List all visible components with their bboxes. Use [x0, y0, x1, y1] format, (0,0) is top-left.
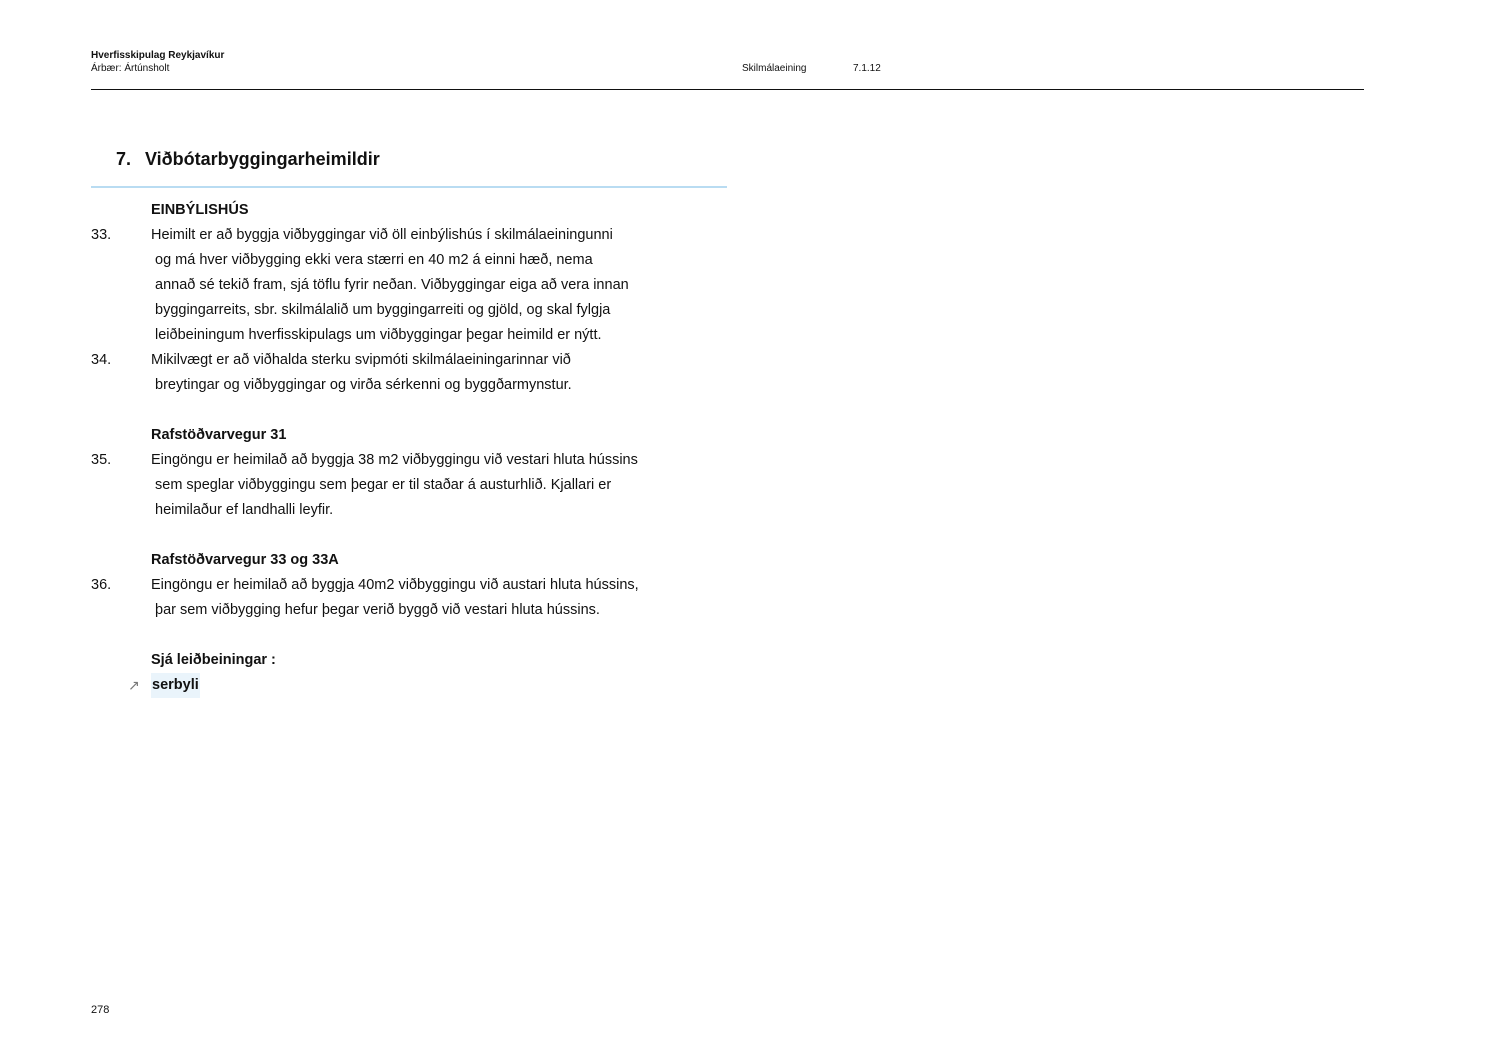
clause-number: 33.	[91, 227, 112, 243]
page-number: 278	[91, 1004, 110, 1016]
clause-line: heimilaður ef landhalli leyfir.	[155, 502, 334, 518]
subheading-rafstodvarvegur-33: Rafstöðvarvegur 33 og 33A	[151, 552, 339, 568]
section-divider	[91, 186, 727, 188]
unit-label: Skilmálaeining	[742, 63, 807, 74]
arrow-up-right-icon: ↗	[128, 677, 140, 693]
header-divider	[91, 89, 1364, 90]
subheading-rafstodvarvegur-31: Rafstöðvarvegur 31	[151, 427, 287, 443]
document-subtitle: Árbær: Ártúnsholt	[91, 63, 170, 74]
clause-line: þar sem viðbygging hefur þegar verið byggð við vestari hluta hússins.	[155, 602, 600, 618]
clause-line: Heimilt er að byggja viðbyggingar við öll einbýlishús í skilmálaeiningunni	[151, 227, 613, 243]
subheading-einbylishus: EINBÝLISHÚS	[151, 202, 249, 218]
clause-text	[151, 348, 731, 398]
clause-line: sem speglar viðbyggingu sem þegar er til staðar á austurhlið. Kjallari er	[155, 477, 612, 493]
document-title: Hverfisskipulag Reykjavíkur	[91, 50, 225, 61]
clause-line: Eingöngu er heimilað að byggja 38 m2 viðbyggingu við vestari hluta hússins	[151, 452, 638, 468]
section-number: 7.	[116, 149, 132, 169]
clause-number: 34.	[91, 352, 112, 368]
unit-code: 7.1.12	[853, 63, 881, 74]
guideline-link-text[interactable]: serbyli	[151, 673, 200, 698]
clause-text	[151, 448, 731, 523]
section-title: Viðbótarbyggingarheimildir	[145, 149, 380, 169]
see-guidelines-heading: Sjá leiðbeiningar :	[151, 652, 276, 668]
clause-line: Eingöngu er heimilað að byggja 40m2 viðbyggingu við austari hluta hússins,	[151, 577, 639, 593]
clause-line: annað sé tekið fram, sjá töflu fyrir neðan. Viðbyggingar eiga að vera innan	[155, 277, 629, 293]
clause-line: Mikilvægt er að viðhalda sterku svipmóti skilmálaeiningarinnar við	[151, 352, 571, 368]
clause-line: og má hver viðbygging ekki vera stærri en 40 m2 á einni hæð, nema	[155, 252, 593, 268]
clause-text	[151, 573, 731, 623]
clause-number: 36.	[91, 577, 112, 593]
clause-text	[151, 223, 731, 348]
clause-line: breytingar og viðbyggingar og virða sérkenni og byggðarmynstur.	[155, 377, 572, 393]
clause-number: 35.	[91, 452, 112, 468]
clause-line: leiðbeiningum hverfisskipulags um viðbyggingar þegar heimild er nýtt.	[155, 327, 602, 343]
clause-line: byggingarreits, sbr. skilmálalið um byggingarreiti og gjöld, og skal fylgja	[155, 302, 611, 318]
